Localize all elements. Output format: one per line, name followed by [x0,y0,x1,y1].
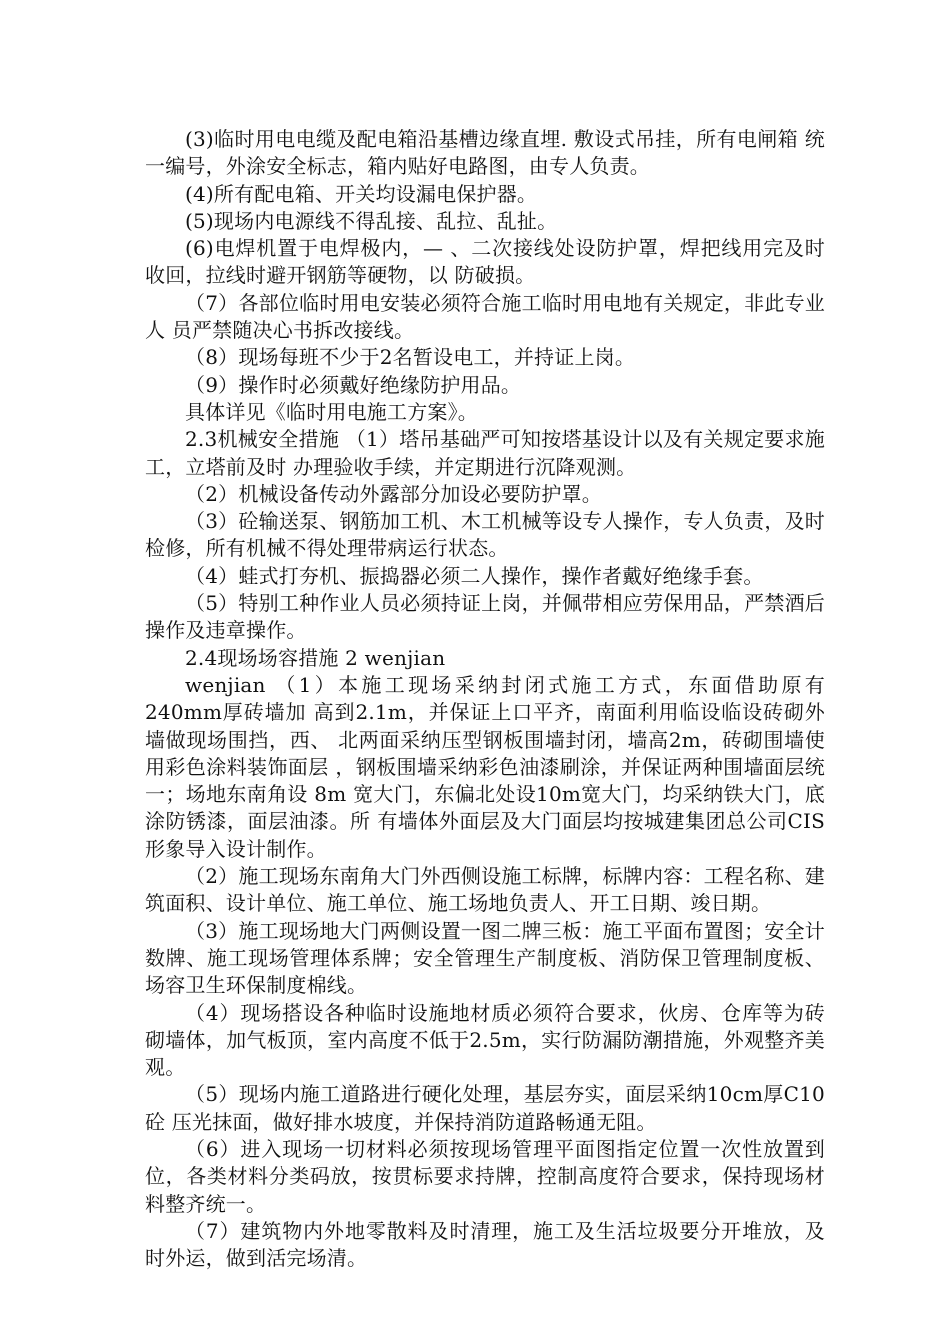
paragraph-plan-reference: 具体详见《临时用电施工方案》。 [185,399,478,424]
paragraph-site-sign: （2）施工现场东南角大门外西侧设施工标牌，标牌内容：工程名称、建 筑面积、设计单位、施工单位、施工场地负责人、开工日期、竣日期。 [145,864,825,916]
paragraph-tamper-vibrator: （4）蛙式打夯机、振捣器必须二人操作，操作者戴好绝缘手套。 [185,563,764,588]
paragraph-site-enclosure: wenjian （1）本施工现场采纳封闭式施工方式，东面借助原有240mm厚砖墙加 高到2.1m，并保证上口平齐，南面利用临设临设砖砌外墙做现场围挡，西、 北两面采纳压型钢板围墙封闭，墙高2m，砖砌围墙使用彩色涂料装饰面层 ，钢板围墙采纳彩色油漆刷涂，并保证两种围墙面层统一；场地东南角设 8m 宽大门，东偏北处设10m宽大门，均采纳铁大门，底涂防锈漆，面层油漆。所 有墙体外面层及大门面层均按城建集团总公司CIS形象导入设计制作。 [145,672,825,861]
paragraph-welding-machine: (6)电焊机置于电焊极内，— 、二次接线处设防护罩，焊把线用完及时收回，拉线时避开钢筋等硬物，以 防破损。 [145,236,825,288]
paragraph-protective-cover: （2）机械设备传动外露部分加设必要防护罩。 [185,481,602,506]
paragraph-leakage-protector: (4)所有配电箱、开关均设漏电保护器。 [185,181,538,206]
paragraph-road-hardening: （5）现场内施工道路进行硬化处理，基层夯实，面层采纳10cm厚C10砼 压光抹面，做好排水坡度，并保持消防道路畅通无阻。 [145,1082,825,1134]
paragraph-insulation-equipment: （9）操作时必须戴好绝缘防护用品。 [185,372,522,397]
paragraph-boards-at-gate: （3）施工现场地大门两侧设置一图二牌三板：施工平面布置图；安全计 数牌、施工现场管理体系牌；安全管理生产制度板、消防保卫管理制度板、 场容卫生环保制度棉线。 [145,918,825,998]
paragraph-electrician-shift: （8）现场每班不少于2名暂设电工，并持证上岗。 [185,345,636,370]
paragraph-electric-cable: (3)临时用电电缆及配电箱沿基槽边缘直埋. 敷设式吊挂，所有电闸箱 统一编号，外涂安全标志，箱内贴好电路图，由专人负责。 [145,127,825,179]
paragraph-temporary-facilities: （4）现场搭设各种临时设施地材质必须符合要求，伙房、仓库等为砖 砌墙体，加气板顶，室内高度不低于2.5m，实行防漏防潮措施，外观整齐美 观。 [145,1000,825,1080]
paragraph-machinery-safety: 2.3机械安全措施 （1）塔吊基础严可知按塔基设计以及有关规定要求施工，立塔前及时 办理验收手续，并定期进行沉降观测。 [145,427,825,479]
paragraph-temporary-electric-rules: （7）各部位临时用电安装必须符合施工临时用电地有关规定，非此专业人 员严禁随决心书拆改接线。 [145,290,825,343]
paragraph-site-appearance-heading: 2.4现场场容措施 2 wenjian [185,645,446,670]
paragraph-power-lines: (5)现场内电源线不得乱接、乱拉、乱扯。 [185,208,558,233]
paragraph-material-placement: （6）进入现场一切材料必须按现场管理平面图指定位置一次性放置到 位，各类材料分类码放，按贯标要求持牌，控制高度符合要求，保持现场材 料整齐统一。 [145,1136,825,1216]
paragraph-special-workers: （5）特别工种作业人员必须持证上岗，并佩带相应劳保用品，严禁酒后 操作及违章操作。 [145,591,825,643]
paragraph-waste-cleanup: （7）建筑物内外地零散料及时清理，施工及生活垃圾要分开堆放，及 时外运，做到活完场清。 [145,1218,825,1271]
document-body [145,126,825,1272]
paragraph-machine-operators: （3）砼输送泵、钢筋加工机、木工机械等设专人操作，专人负责，及时 检修，所有机械不得处理带病运行状态。 [145,509,825,561]
